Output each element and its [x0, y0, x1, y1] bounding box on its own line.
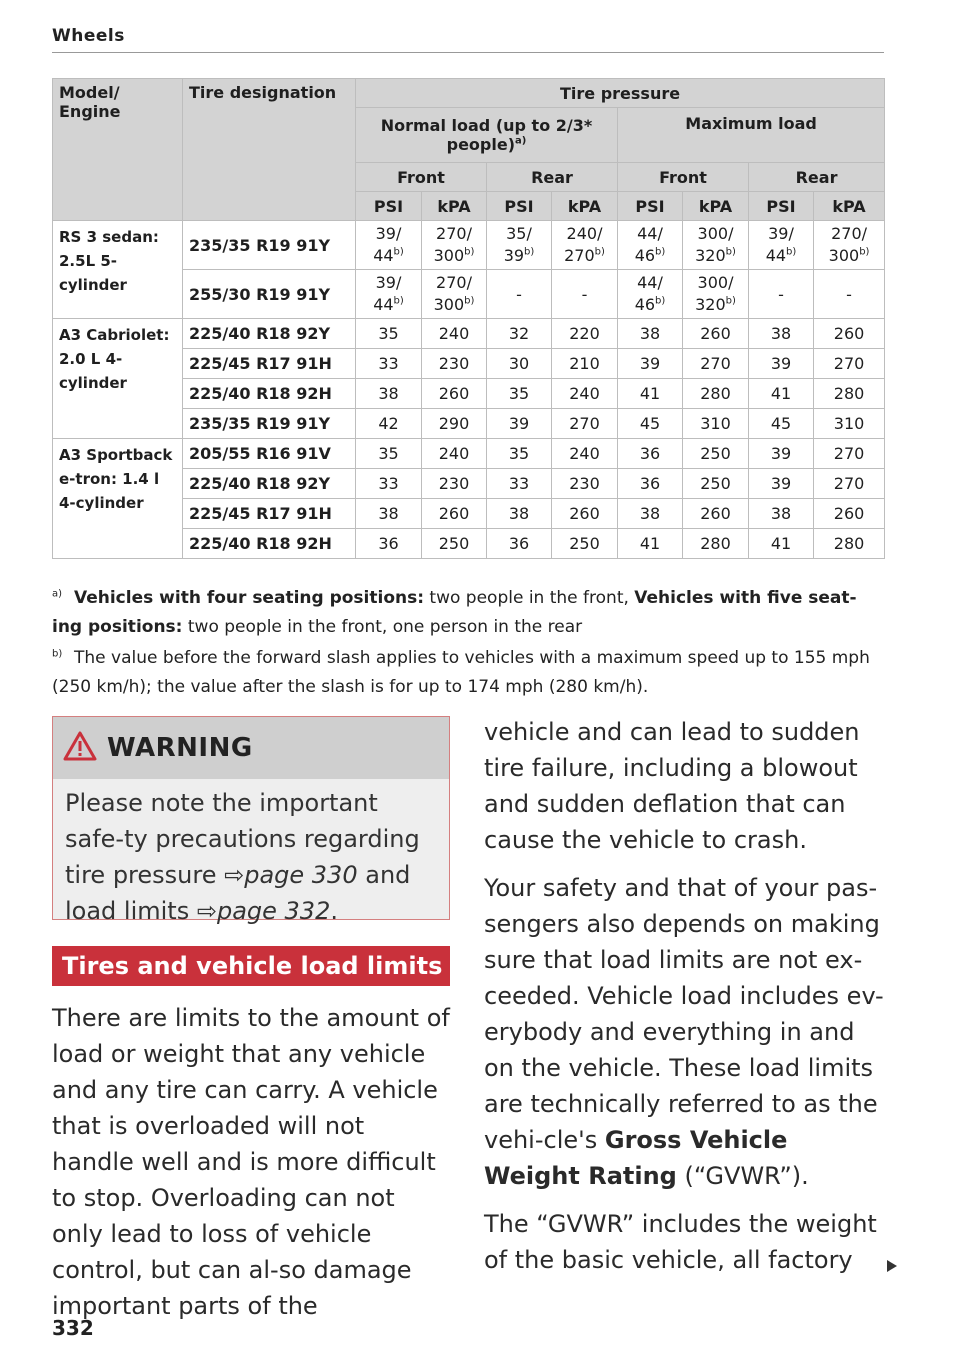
pressure-value: 300/: [697, 273, 734, 292]
footnote-a: $^{a)}$ Vehicles with four seating positions: two people in the front, Vehicles with five seat-ing positions: two people in the front, one person in the rear: [52, 588, 857, 637]
right-paragraph-1: vehicle and can lead to sudden tire failure, including a blowout and sudden deflation that can cause the vehicle to crash.: [484, 718, 860, 854]
pressure-cell: 36: [356, 529, 422, 559]
pressure-cell: 33: [487, 469, 552, 499]
col-header-normal-load: Normal load (up to 2/3* people)$^{a)}$: [356, 108, 618, 163]
pressure-cell: 39: [749, 469, 814, 499]
tire-designation-cell: 235/35 R19 91Y: [183, 409, 356, 439]
continue-arrow-icon: [886, 1258, 898, 1277]
pressure-cell: 260: [422, 379, 487, 409]
col-header-kpa: kPA: [814, 192, 885, 221]
pressure-value: 300: [433, 295, 465, 314]
pressure-cell: 270/ 300$^{b)}$: [422, 221, 487, 270]
pressure-cell: 240: [422, 439, 487, 469]
pressure-cell: 280: [814, 379, 885, 409]
col-header-pressure: Tire pressure: [356, 79, 885, 108]
pressure-cell: 240: [422, 319, 487, 349]
pressure-cell: 250: [683, 469, 749, 499]
pressure-value: 300/: [697, 224, 734, 243]
tire-designation-cell: 235/35 R19 91Y: [183, 221, 356, 270]
pressure-cell: 38: [356, 379, 422, 409]
pressure-value: 39/: [375, 224, 402, 243]
pressure-cell: 39: [749, 349, 814, 379]
pressure-cell: 42: [356, 409, 422, 439]
right-paragraph-3: The “GVWR” includes the weight of the basic vehicle, all factory: [484, 1210, 877, 1274]
table-row: [53, 221, 885, 270]
col-header-front: Front: [356, 163, 487, 192]
pressure-cell: 290: [422, 409, 487, 439]
pressure-cell: 41: [618, 379, 683, 409]
pressure-value: 270/: [831, 224, 868, 243]
pressure-value: 270/: [436, 273, 472, 292]
pressure-cell: 36: [487, 529, 552, 559]
pressure-cell: 310: [683, 409, 749, 439]
footnote-b: $^{b)}$ The value before the forward slash applies to vehicles with a maximum speed up to 155 mph (250 km/h); the value after the slash is for up to 174 mph (280 km/h).: [52, 648, 870, 697]
pressure-cell: 260: [683, 319, 749, 349]
pressure-cell: 250: [552, 529, 618, 559]
pressure-cell: 38: [749, 499, 814, 529]
col-header-model: Model/ Engine: [53, 79, 183, 221]
pressure-cell: 44/ 46$^{b)}$: [618, 270, 683, 319]
pressure-cell: 38: [356, 499, 422, 529]
pressure-cell: 44/ 46$^{b)}$: [618, 221, 683, 270]
pressure-value: 270/: [436, 224, 472, 243]
pressure-cell: 260: [814, 499, 885, 529]
pressure-cell: 32: [487, 319, 552, 349]
pressure-cell: 260: [683, 499, 749, 529]
pressure-cell: 240: [552, 439, 618, 469]
pressure-cell: 240/ 270$^{b)}$: [552, 221, 618, 270]
col-header-kpa: kPA: [552, 192, 618, 221]
pressure-cell: 30: [487, 349, 552, 379]
pressure-cell: 230: [552, 469, 618, 499]
pressure-cell: 35/ 39$^{b)}$: [487, 221, 552, 270]
pressure-cell: -: [552, 270, 618, 319]
pressure-cell: 270: [814, 469, 885, 499]
pressure-value: 44: [373, 295, 394, 314]
pressure-cell: 45: [749, 409, 814, 439]
pressure-cell: -: [749, 270, 814, 319]
pressure-cell: 39/ 44$^{b)}$: [356, 270, 422, 319]
tire-designation-cell: 225/45 R17 91H: [183, 499, 356, 529]
pressure-cell: 270/ 300$^{b)}$: [422, 270, 487, 319]
pressure-cell: 270/ 300$^{b)}$: [814, 221, 885, 270]
pressure-value: 39/: [375, 273, 402, 292]
pressure-value: 35/: [506, 224, 532, 243]
pressure-value: 46: [634, 246, 656, 265]
pressure-value: 270: [564, 246, 595, 265]
pressure-cell: 210: [552, 349, 618, 379]
model-cell: RS 3 sedan: 2.5L 5-cylinder: [53, 221, 183, 319]
pressure-cell: 35: [487, 379, 552, 409]
pressure-cell: 45: [618, 409, 683, 439]
pressure-cell: 240: [552, 379, 618, 409]
pressure-cell: 38: [487, 499, 552, 529]
pressure-value: 320: [695, 295, 726, 314]
col-header-kpa: kPA: [422, 192, 487, 221]
tire-designation-cell: 205/55 R16 91V: [183, 439, 356, 469]
section-title: Wheels: [52, 26, 125, 46]
pressure-cell: 33: [356, 349, 422, 379]
pressure-cell: 280: [683, 529, 749, 559]
tire-pressure-table: [52, 78, 885, 559]
col-header-kpa: kPA: [683, 192, 749, 221]
col-header-rear: Rear: [749, 163, 885, 192]
pressure-value: 44: [373, 246, 394, 265]
tire-designation-cell: 225/40 R18 92Y: [183, 319, 356, 349]
pressure-value: 39: [503, 246, 525, 265]
pressure-cell: 260: [552, 499, 618, 529]
pressure-cell: 260: [814, 319, 885, 349]
section-heading: Tires and vehicle load limits: [52, 946, 450, 986]
col-header-max-load: Maximum load: [618, 108, 885, 163]
tire-designation-cell: 225/40 R18 92H: [183, 529, 356, 559]
pressure-cell: 39/ 44$^{b)}$: [749, 221, 814, 270]
pressure-cell: 270: [814, 349, 885, 379]
warning-box: [52, 716, 450, 925]
pressure-cell: 35: [356, 319, 422, 349]
pressure-cell: 35: [356, 439, 422, 469]
pressure-cell: -: [487, 270, 552, 319]
tire-designation-cell: 255/30 R19 91Y: [183, 270, 356, 319]
pressure-cell: 300/ 320$^{b)}$: [683, 221, 749, 270]
pressure-cell: 260: [422, 499, 487, 529]
pressure-value: 300: [828, 246, 860, 265]
tire-designation-cell: 225/40 R18 92Y: [183, 469, 356, 499]
pressure-cell: 38: [618, 319, 683, 349]
pressure-value: 44/: [637, 224, 663, 243]
pressure-value: 320: [695, 246, 726, 265]
warning-text: Please note the important safe-ty precautions regarding tire pressure ⇨page 330 and load limits ⇨page 332.: [65, 789, 420, 925]
pressure-value: 39/: [768, 224, 794, 243]
pressure-cell: 250: [683, 439, 749, 469]
col-header-psi: PSI: [749, 192, 814, 221]
col-header-psi: PSI: [487, 192, 552, 221]
header-divider: [52, 52, 884, 53]
pressure-cell: 230: [422, 349, 487, 379]
warning-header: [53, 717, 449, 779]
pressure-cell: 39: [487, 409, 552, 439]
col-header-psi: PSI: [618, 192, 683, 221]
right-paragraph-2: Your safety and that of your pas-sengers also depends on making sure that load limits are not ex-ceeded. Vehicle load includes ev-erybody and everything in and on the vehicle. These load limits are technically referred to as the vehi-cle's Gross Vehicle Weight Rating (“GVWR”).: [484, 874, 884, 1190]
tire-designation-cell: 225/45 R17 91H: [183, 349, 356, 379]
pressure-cell: 36: [618, 439, 683, 469]
col-header-psi: PSI: [356, 192, 422, 221]
col-header-rear: Rear: [487, 163, 618, 192]
pressure-cell: 35: [487, 439, 552, 469]
page-ref-link[interactable]: ⇨page 330: [224, 861, 358, 889]
pressure-value: 240/: [566, 224, 603, 243]
pressure-cell: 270: [814, 439, 885, 469]
pressure-cell: 41: [618, 529, 683, 559]
pressure-cell: 39/ 44$^{b)}$: [356, 221, 422, 270]
pressure-cell: 41: [749, 529, 814, 559]
pressure-value: 44/: [637, 273, 663, 292]
pressure-cell: 270: [552, 409, 618, 439]
warning-title: WARNING: [107, 733, 253, 763]
pressure-cell: -: [814, 270, 885, 319]
pressure-cell: 39: [749, 439, 814, 469]
model-cell: A3 Cabriolet: 2.0 L 4-cylinder: [53, 319, 183, 439]
pressure-cell: 220: [552, 319, 618, 349]
page-ref-link[interactable]: ⇨page 332: [196, 897, 331, 925]
pressure-cell: 36: [618, 469, 683, 499]
model-cell: A3 Sportback e-tron: 1.4 l 4-cylinder: [53, 439, 183, 559]
pressure-cell: 39: [618, 349, 683, 379]
pressure-cell: 230: [422, 469, 487, 499]
col-header-tire: Tire designation: [183, 79, 356, 221]
tire-designation-cell: 225/40 R18 92H: [183, 379, 356, 409]
pressure-cell: 310: [814, 409, 885, 439]
page-number: 332: [52, 1316, 94, 1340]
table-row: [53, 439, 885, 469]
pressure-cell: 280: [814, 529, 885, 559]
pressure-cell: 38: [749, 319, 814, 349]
pressure-cell: 270: [683, 349, 749, 379]
pressure-cell: 300/ 320$^{b)}$: [683, 270, 749, 319]
pressure-value: 300: [433, 246, 465, 265]
warning-triangle-icon: [63, 731, 97, 765]
left-paragraph: There are limits to the amount of load or weight that any vehicle and any tire can carry. A vehicle that is overloaded will not handle well and is more difficult to stop. Overloading can not only lead to loss of vehicle control, but can al-so damage important parts of the: [52, 1004, 450, 1320]
pressure-value: 46: [634, 295, 656, 314]
pressure-cell: 250: [422, 529, 487, 559]
pressure-cell: 280: [683, 379, 749, 409]
col-header-front: Front: [618, 163, 749, 192]
pressure-cell: 41: [749, 379, 814, 409]
pressure-value: 44: [765, 246, 787, 265]
table-row: [53, 319, 885, 349]
pressure-cell: 33: [356, 469, 422, 499]
pressure-cell: 38: [618, 499, 683, 529]
